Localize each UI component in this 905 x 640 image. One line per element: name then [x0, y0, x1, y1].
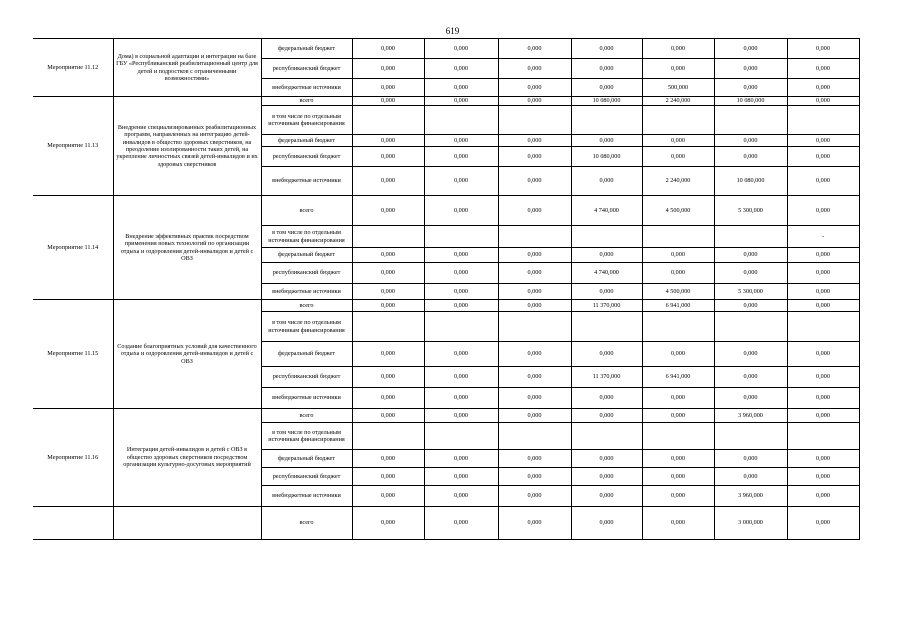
table-row: [33, 409, 859, 423]
amount-cell: 0,000: [498, 167, 571, 196]
amount-cell: 0,000: [787, 196, 859, 226]
amount-cell: 0,000: [571, 79, 642, 97]
page-number: 619: [445, 26, 460, 36]
amount-cell: 3 000,000: [714, 507, 787, 540]
amount-cell: 0,000: [498, 388, 571, 409]
amount-cell: 4 740,000: [571, 196, 642, 226]
amount-cell: 0,000: [642, 450, 714, 468]
amount-cell: 0,000: [714, 388, 787, 409]
amount-cell: 0,000: [571, 342, 642, 367]
event-name: [33, 507, 113, 540]
amount-cell: 0,000: [787, 409, 859, 423]
amount-cell: 0,000: [498, 300, 571, 312]
amount-cell: 0,000: [498, 39, 571, 59]
amount-cell: 0,000: [424, 450, 498, 468]
amount-cell: 2 240,000: [642, 97, 714, 106]
amount-cell: [787, 106, 859, 135]
amount-cell: [498, 226, 571, 248]
amount-cell: 3 960,000: [714, 409, 787, 423]
amount-cell: 0,000: [642, 147, 714, 167]
amount-cell: 0,000: [714, 342, 787, 367]
amount-cell: 0,000: [352, 248, 424, 263]
event-description: Интеграция детей-инвалидов и детей с ОВЗ в общество здоровых сверстников посредством организации культурно-досуговых мероприятий: [113, 409, 261, 507]
amount-cell: 11 370,000: [571, 300, 642, 312]
budget-table: [33, 38, 860, 540]
amount-cell: [714, 423, 787, 450]
amount-cell: 0,000: [571, 507, 642, 540]
amount-cell: 0,000: [787, 507, 859, 540]
event-name: Мероприятие 11.16: [33, 409, 113, 507]
amount-cell: [352, 312, 424, 342]
amount-cell: 0,000: [787, 468, 859, 486]
amount-cell: 0,000: [714, 248, 787, 263]
amount-cell: [571, 423, 642, 450]
table-row: [33, 97, 859, 106]
funding-source: федеральный бюджет: [261, 342, 352, 367]
amount-cell: 0,000: [787, 342, 859, 367]
amount-cell: 0,000: [787, 450, 859, 468]
amount-cell: 0,000: [498, 135, 571, 147]
amount-cell: 0,000: [787, 263, 859, 284]
amount-cell: 0,000: [642, 248, 714, 263]
amount-cell: 0,000: [424, 147, 498, 167]
amount-cell: 0,000: [424, 486, 498, 507]
amount-cell: 0,000: [571, 388, 642, 409]
amount-cell: 0,000: [642, 486, 714, 507]
amount-cell: 0,000: [787, 59, 859, 79]
amount-cell: 0,000: [787, 367, 859, 388]
event-name: Мероприятие 11.14: [33, 196, 113, 300]
amount-cell: 0,000: [352, 135, 424, 147]
amount-cell: 0,000: [352, 263, 424, 284]
amount-cell: 0,000: [424, 79, 498, 97]
amount-cell: 0,000: [714, 59, 787, 79]
amount-cell: 0,000: [787, 300, 859, 312]
funding-source: в том числе по отдельным источникам финансирования: [261, 226, 352, 248]
amount-cell: [424, 106, 498, 135]
amount-cell: 0,000: [498, 79, 571, 97]
funding-source: внебюджетные источники: [261, 388, 352, 409]
funding-source: республиканский бюджет: [261, 263, 352, 284]
amount-cell: 0,000: [424, 97, 498, 106]
amount-cell: 0,000: [498, 59, 571, 79]
amount-cell: 0,000: [642, 263, 714, 284]
amount-cell: 0,000: [424, 39, 498, 59]
amount-cell: 0,000: [642, 388, 714, 409]
amount-cell: 0,000: [352, 167, 424, 196]
amount-cell: 10 080,000: [571, 97, 642, 106]
amount-cell: [498, 312, 571, 342]
amount-cell: [424, 226, 498, 248]
amount-cell: 0,000: [571, 409, 642, 423]
event-description: Создание благоприятных условий для качественного отдыха и оздоровления детей-инвалидов и детей с ОВЗ: [113, 300, 261, 409]
amount-cell: 0,000: [571, 486, 642, 507]
amount-cell: 11 370,000: [571, 367, 642, 388]
amount-cell: [424, 312, 498, 342]
funding-source: в том числе по отдельным источникам финансирования: [261, 423, 352, 450]
amount-cell: [642, 226, 714, 248]
amount-cell: 0,000: [498, 196, 571, 226]
amount-cell: 0,000: [714, 450, 787, 468]
funding-source: всего: [261, 97, 352, 106]
amount-cell: [787, 423, 859, 450]
funding-source: всего: [261, 507, 352, 540]
event-name: Мероприятие 11.15: [33, 300, 113, 409]
amount-cell: 0,000: [642, 59, 714, 79]
amount-cell: 0,000: [571, 284, 642, 300]
amount-cell: 0,000: [642, 468, 714, 486]
amount-cell: 0,000: [498, 147, 571, 167]
amount-cell: 0,000: [571, 59, 642, 79]
amount-cell: 0,000: [352, 300, 424, 312]
amount-cell: [571, 226, 642, 248]
amount-cell: 0,000: [498, 486, 571, 507]
amount-cell: [642, 312, 714, 342]
amount-cell: 0,000: [714, 79, 787, 97]
amount-cell: 0,000: [352, 468, 424, 486]
amount-cell: 0,000: [424, 388, 498, 409]
amount-cell: 0,000: [498, 367, 571, 388]
amount-cell: 0,000: [424, 468, 498, 486]
amount-cell: 0,000: [352, 39, 424, 59]
funding-source: республиканский бюджет: [261, 147, 352, 167]
amount-cell: 0,000: [424, 507, 498, 540]
amount-cell: 0,000: [352, 507, 424, 540]
amount-cell: [352, 106, 424, 135]
funding-source: внебюджетные источники: [261, 284, 352, 300]
amount-cell: 4 500,000: [642, 196, 714, 226]
amount-cell: 0,000: [714, 367, 787, 388]
amount-cell: 2 240,000: [642, 167, 714, 196]
funding-source: республиканский бюджет: [261, 59, 352, 79]
amount-cell: 0,000: [787, 147, 859, 167]
amount-cell: 0,000: [498, 284, 571, 300]
amount-cell: 0,000: [714, 468, 787, 486]
amount-cell: 0,000: [352, 367, 424, 388]
amount-cell: 5 300,000: [714, 196, 787, 226]
funding-source: федеральный бюджет: [261, 248, 352, 263]
amount-cell: 0,000: [571, 39, 642, 59]
amount-cell: 0,000: [787, 388, 859, 409]
amount-cell: 0,000: [424, 59, 498, 79]
amount-cell: 3 960,000: [714, 486, 787, 507]
amount-cell: 0,000: [714, 263, 787, 284]
amount-cell: 0,000: [424, 409, 498, 423]
amount-cell: 0,000: [642, 39, 714, 59]
amount-cell: 4 500,000: [642, 284, 714, 300]
amount-cell: 0,000: [787, 135, 859, 147]
amount-cell: [424, 423, 498, 450]
amount-cell: 0,000: [424, 248, 498, 263]
amount-cell: 0,000: [424, 167, 498, 196]
event-name: Мероприятие 11.13: [33, 97, 113, 196]
funding-source: республиканский бюджет: [261, 468, 352, 486]
event-description: Дома) в социальной адаптации и интеграции на базе ГБУ «Республиканский реабилитационный центр для детей и подростков с ограниченными возможностями»: [113, 39, 261, 97]
amount-cell: 0,000: [498, 468, 571, 486]
amount-cell: 0,000: [787, 79, 859, 97]
amount-cell: 0,000: [787, 248, 859, 263]
amount-cell: 0,000: [571, 248, 642, 263]
amount-cell: 0,000: [642, 507, 714, 540]
table-row: [33, 300, 859, 312]
amount-cell: 0,000: [642, 342, 714, 367]
amount-cell: 6 941,000: [642, 367, 714, 388]
amount-cell: 0,000: [498, 263, 571, 284]
amount-cell: 0,000: [352, 486, 424, 507]
amount-cell: 0,000: [787, 486, 859, 507]
event-description: [113, 507, 261, 540]
amount-cell: -: [787, 226, 859, 248]
funding-source: в том числе по отдельным источникам финансирования: [261, 312, 352, 342]
amount-cell: 0,000: [424, 367, 498, 388]
amount-cell: [352, 423, 424, 450]
event-description: Внедрение специализированных реабилитационных программ, направленных на интеграцию детей-инвалидов в общество здоровых сверстников, на преодоление изолированности таких детей, на укрепление личностных связей детей-инвалидов и их здоровых сверстников: [113, 97, 261, 196]
amount-cell: 0,000: [498, 450, 571, 468]
funding-source: всего: [261, 300, 352, 312]
amount-cell: 10 080,000: [571, 147, 642, 167]
amount-cell: 0,000: [352, 59, 424, 79]
event-name: Мероприятие 11.12: [33, 39, 113, 97]
amount-cell: [714, 106, 787, 135]
amount-cell: 0,000: [714, 135, 787, 147]
amount-cell: 0,000: [642, 409, 714, 423]
amount-cell: 10 080,000: [714, 97, 787, 106]
amount-cell: 0,000: [352, 450, 424, 468]
amount-cell: 0,000: [787, 167, 859, 196]
amount-cell: 0,000: [424, 300, 498, 312]
amount-cell: 0,000: [571, 450, 642, 468]
amount-cell: [714, 226, 787, 248]
amount-cell: 0,000: [714, 39, 787, 59]
amount-cell: [571, 106, 642, 135]
funding-source: внебюджетные источники: [261, 167, 352, 196]
amount-cell: 0,000: [352, 196, 424, 226]
amount-cell: 0,000: [352, 79, 424, 97]
amount-cell: [787, 312, 859, 342]
amount-cell: [498, 423, 571, 450]
funding-source: всего: [261, 409, 352, 423]
amount-cell: 0,000: [424, 263, 498, 284]
funding-source: федеральный бюджет: [261, 135, 352, 147]
amount-cell: [642, 423, 714, 450]
amount-cell: 0,000: [352, 97, 424, 106]
funding-source: внебюджетные источники: [261, 486, 352, 507]
amount-cell: [714, 312, 787, 342]
funding-source: в том числе по отдельным источникам финансирования: [261, 106, 352, 135]
amount-cell: 0,000: [498, 342, 571, 367]
funding-source: федеральный бюджет: [261, 450, 352, 468]
amount-cell: [642, 106, 714, 135]
amount-cell: 0,000: [498, 97, 571, 106]
amount-cell: 0,000: [424, 284, 498, 300]
funding-source: внебюджетные источники: [261, 79, 352, 97]
amount-cell: 0,000: [787, 97, 859, 106]
amount-cell: 0,000: [424, 342, 498, 367]
amount-cell: [352, 226, 424, 248]
amount-cell: 0,000: [714, 147, 787, 167]
table-row: [33, 507, 859, 540]
amount-cell: 0,000: [571, 135, 642, 147]
amount-cell: 0,000: [352, 409, 424, 423]
table-row: [33, 39, 859, 59]
amount-cell: 0,000: [352, 284, 424, 300]
funding-source: всего: [261, 196, 352, 226]
amount-cell: 5 300,000: [714, 284, 787, 300]
amount-cell: 0,000: [787, 284, 859, 300]
amount-cell: 0,000: [642, 135, 714, 147]
funding-source: республиканский бюджет: [261, 367, 352, 388]
amount-cell: 500,000: [642, 79, 714, 97]
amount-cell: 0,000: [352, 388, 424, 409]
amount-cell: 0,000: [498, 248, 571, 263]
amount-cell: 0,000: [424, 135, 498, 147]
amount-cell: 0,000: [498, 507, 571, 540]
amount-cell: 0,000: [571, 468, 642, 486]
event-description: Внедрение эффективных практик посредством применения новых технологий по организации отдыха и оздоровления детей-инвалидов и детей с ОВЗ: [113, 196, 261, 300]
amount-cell: 0,000: [498, 409, 571, 423]
amount-cell: 10 080,000: [714, 167, 787, 196]
amount-cell: 0,000: [571, 167, 642, 196]
amount-cell: [498, 106, 571, 135]
amount-cell: 0,000: [352, 342, 424, 367]
table-row: [33, 196, 859, 226]
amount-cell: 4 740,000: [571, 263, 642, 284]
amount-cell: 0,000: [352, 147, 424, 167]
amount-cell: [571, 312, 642, 342]
amount-cell: 0,000: [424, 196, 498, 226]
amount-cell: 0,000: [787, 39, 859, 59]
amount-cell: 6 941,000: [642, 300, 714, 312]
funding-source: федеральный бюджет: [261, 39, 352, 59]
amount-cell: 0,000: [714, 300, 787, 312]
